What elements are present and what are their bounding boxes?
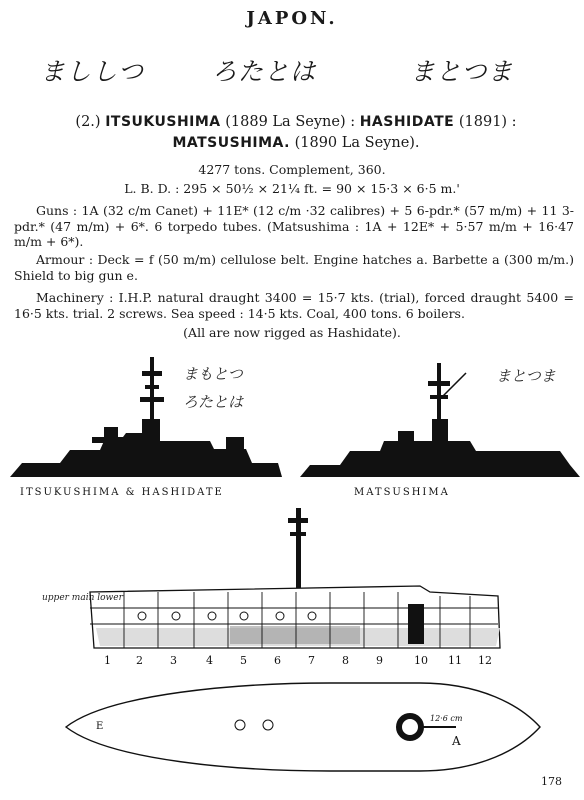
- hand-label-right: まとつま: [496, 367, 556, 385]
- hand-label-left-1: まもとつ: [183, 365, 243, 383]
- ship-name-hashidate: HASHIDATE: [359, 114, 455, 130]
- guns-paragraph: Guns : 1A (32 c/m Canet) + 11E* (12 c/m ·32 calibres) + 5 6-pdr.* (57 m/m) + 11 3-pdr.* (47 m/m) + 6*. 6 torpedo tubes. (Matsushima : 1A + 12E* + 5·57 m/m + 16·47 m/m + 6*).: [14, 203, 574, 249]
- frame-number-10: 10: [414, 654, 428, 667]
- page-heading: JAPON.: [246, 8, 338, 29]
- mast-diagram: [288, 508, 308, 588]
- dimensions-line: L. B. D. : 295 × 50½ × 21¼ ft. = 90 × 15·3 × 6·5 m.': [124, 181, 460, 196]
- armour-side-profile: [0, 500, 584, 680]
- script-names-row: [0, 52, 584, 92]
- frame-number-1: 1: [104, 654, 111, 667]
- deck-plan-outline: [66, 683, 540, 771]
- plan-letter-e: E: [96, 721, 104, 732]
- script-name-itsukushima: まししつ: [40, 57, 145, 86]
- engine-section: [230, 626, 360, 644]
- frame-number-5: 5: [240, 654, 247, 667]
- machinery-paragraph: Machinery : I.H.P. natural draught 3400 = 15·7 kts. (trial), forced draught 5400 = 16·5 kts. trial. 2 screws. Sea speed : 14·5 kts. Coal, 400 tons. 6 boilers.: [14, 290, 574, 321]
- rigging-note: (All are now rigged as Hashidate).: [183, 325, 401, 340]
- frame-number-6: 6: [274, 654, 281, 667]
- ship-name-itsukushima: ITSUKUSHIMA: [105, 114, 221, 130]
- caption-matsushima: MATSUSHIMA: [354, 487, 450, 498]
- frame-numbers: [104, 654, 492, 667]
- barbette-block: [408, 604, 424, 644]
- script-name-matsushima: まとつま: [410, 57, 514, 86]
- frame-number-11: 11: [448, 654, 462, 667]
- deck-lines: [90, 608, 498, 624]
- main-gun-barbette: [399, 716, 421, 738]
- frame-number-7: 7: [308, 654, 315, 667]
- armour-paragraph: Armour : Deck = f (50 m/m) cellulose belt. Engine hatches a. Barbette a (300 m/m.) Shield to big gun e.: [14, 252, 574, 283]
- frame-number-4: 4: [206, 654, 213, 667]
- tonnage-line: 4277 tons. Complement, 360.: [198, 162, 386, 177]
- ship-name-matsushima: MATSUSHIMA.: [172, 135, 290, 151]
- caption-itsukushima-hashidate: ITSUKUSHIMA & HASHIDATE: [20, 487, 224, 498]
- main-gun-letter: A: [452, 734, 461, 748]
- deck-label: upper main lower: [42, 593, 123, 603]
- frame-number-9: 9: [376, 654, 383, 667]
- hand-label-left-2: ろたとは: [183, 393, 244, 411]
- deck-plan-ports: [235, 720, 273, 730]
- frame-number-8: 8: [342, 654, 349, 667]
- script-name-hashidate: ろたとは: [212, 57, 317, 86]
- main-gun-label: 12·6 cm: [430, 714, 463, 723]
- frame-number-12: 12: [478, 654, 492, 667]
- frame-number-3: 3: [170, 654, 177, 667]
- deck-plan: [0, 675, 584, 785]
- class-number: (2.): [75, 114, 101, 130]
- ship-note-itsukushima: (1889 La Seyne) :: [225, 114, 356, 130]
- ship-note-matsushima: (1890 La Seyne).: [294, 135, 420, 151]
- port-circles: [138, 612, 316, 620]
- ship-silhouettes: [0, 345, 584, 500]
- ship-class-title: [26, 112, 566, 154]
- frame-number-2: 2: [136, 654, 143, 667]
- page-number: 178: [541, 775, 562, 788]
- ship-note-hashidate: (1891) :: [458, 114, 517, 130]
